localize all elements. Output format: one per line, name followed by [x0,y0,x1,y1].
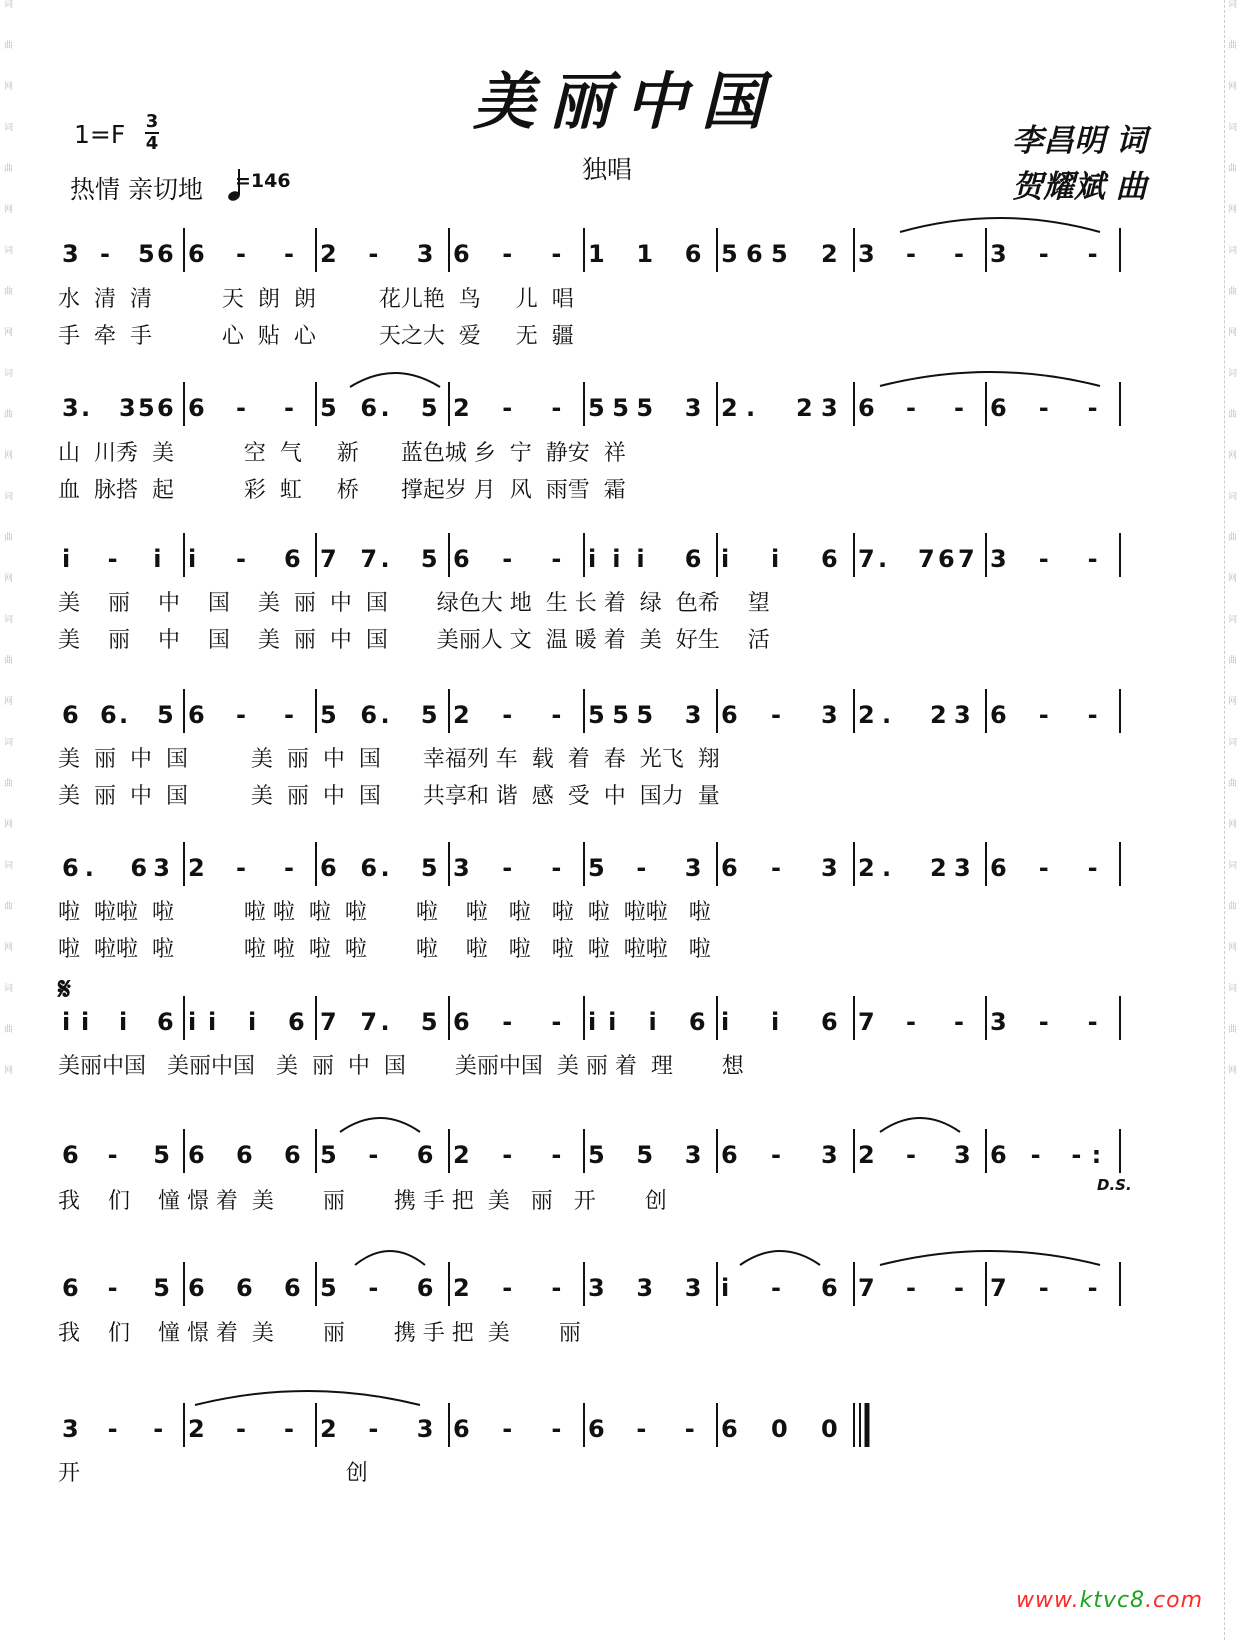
measure: 2 - - [453,701,562,729]
measure: 5 6 5 2 [721,240,838,268]
measure: 5 5 3 [588,1141,702,1169]
side-mark: 网 [1228,451,1238,461]
measure: 6 - 3 [721,854,838,882]
measure: 7 . 7 6 7 [858,545,975,573]
side-mark: 曲 [4,533,14,543]
side-mark: 曲 [4,656,14,666]
side-mark: 网 [4,205,14,215]
measure: 6 6. 5 [62,701,174,729]
side-mark: 曲 [1228,164,1238,174]
side-mark: 曲 [1228,533,1238,543]
side-mark: 网 [4,697,14,707]
measure: i i 6 [721,545,838,573]
measure: 7 - - [990,1274,1098,1302]
measure: 6 - - [188,701,294,729]
watermark-prefix: www. [1016,1588,1080,1613]
side-mark: 词 [1228,984,1238,994]
side-mark: 曲 [1228,1025,1238,1035]
side-mark: 曲 [1228,779,1238,789]
side-mark: 曲 [4,410,14,420]
measure: 6 - 5 [62,1141,170,1169]
measure: 6 - - [588,1415,695,1443]
side-mark: 网 [1228,943,1238,953]
measure: 6 - 5 [62,1274,170,1302]
side-mark: 曲 [1228,410,1238,420]
measure: 5 - 6 [320,1274,434,1302]
slur [900,218,1100,232]
measure: 2 - - [188,854,294,882]
measure: 6 - - [990,854,1098,882]
measure: 6 - 3 [721,701,838,729]
lyric-line: 我 们 憧 憬 着 美 丽 携 手 把 美 丽 开 创 [58,1189,667,1214]
lyric-line: 山 川秀 美 空 气 新 蓝色城 乡 宁 静安 祥 [58,441,626,466]
side-mark: 曲 [4,779,14,789]
measure: 2 - 3 [320,1415,434,1443]
side-mark: 网 [4,820,14,830]
lyric-line: 手 牵 手 心 贴 心 天之大 爱 无 疆 [58,324,574,349]
side-mark: 网 [1228,1066,1238,1076]
side-mark: 词 [1228,615,1238,625]
side-mark: 网 [4,574,14,584]
side-mark: 网 [1228,697,1238,707]
side-mark: 网 [4,1066,14,1076]
watermark-suffix: .com [1145,1588,1204,1613]
side-mark: 词 [4,861,14,871]
side-mark: 词 [4,246,14,256]
measure: 6 - - [188,394,294,422]
measure: 6 - - [453,1415,562,1443]
lyric-line: 美 丽 中 国 美 丽 中 国 共享和 谐 感 受 中 国力 量 [58,784,720,809]
measure: 3 - - [62,1415,164,1443]
measure: 3 - - [453,854,562,882]
performance-type: 独唱 [582,155,633,184]
slur [740,1251,820,1265]
measure: 5 - 3 [588,854,702,882]
measure: 6 6 6 [188,1141,301,1169]
measure: 6 6 . 5 [320,854,438,882]
measure: 6 0 0 [721,1415,838,1443]
measure: 2 . 2 3 [858,701,971,729]
measure: 6 - - [990,701,1098,729]
lyric-line: 开 创 [58,1461,368,1486]
measure: 7 - - [858,1008,964,1036]
side-mark: 词 [1228,369,1238,379]
measure: 5 6 . 5 [320,394,438,422]
measure: i i i 6 [62,1008,174,1036]
lyric-line: 血 脉搭 起 彩 虹 桥 撑起岁 月 风 雨雪 霜 [58,478,626,503]
side-mark: 网 [1228,820,1238,830]
slur [355,1251,425,1265]
slur [350,373,440,387]
measure: 7 7 . 5 [320,1008,438,1036]
measure: 7 7 . 5 [320,545,438,573]
lyric-line: 美 丽 中 国 美 丽 中 国 美丽人 文 温 暖 着 美 好生 活 [58,628,770,653]
side-mark: 曲 [4,41,14,51]
measure: 2 - 3 [320,240,434,268]
lyric-line: 我 们 憧 憬 着 美 丽 携 手 把 美 丽 [58,1321,581,1346]
side-mark: 曲 [1228,41,1238,51]
side-mark: 词 [1228,492,1238,502]
side-mark: 网 [1228,328,1238,338]
measure: 3 - - [990,1008,1098,1036]
side-mark: 网 [1228,205,1238,215]
site-watermark [1016,1588,1203,1613]
lyricist-credit: 李昌明 词 [1012,123,1147,159]
side-mark: 词 [4,123,14,133]
measure: 6 - - : [990,1141,1102,1169]
composer-credit: 贺耀斌 曲 [1012,169,1147,205]
slur [880,1251,1100,1265]
side-mark: 曲 [4,164,14,174]
measure: 2 - 3 [858,1141,971,1169]
side-mark: 曲 [1228,656,1238,666]
tempo-marking: 热情 亲切地 [70,175,203,204]
measure: i i i 6 [188,1008,305,1036]
measure: i i i 6 [588,545,702,573]
watermark-brand: ktvc8 [1079,1588,1146,1613]
side-mark: 词 [1228,0,1238,10]
measure: 6 - - [188,240,294,268]
side-mark: 词 [4,369,14,379]
measure: 6 - - [453,1008,562,1036]
measure: 6 - - [858,394,964,422]
side-mark: 曲 [4,287,14,297]
lyric-line: 美丽中国 美丽中国 美 丽 中 国 美丽中国 美 丽 着 理 想 [58,1054,744,1079]
measure: 6 - - [990,394,1098,422]
side-mark: 曲 [1228,902,1238,912]
slur [340,1118,420,1132]
measure: 7 - - [858,1274,964,1302]
side-mark: 网 [4,451,14,461]
measure: 6 - 3 [721,1141,838,1169]
side-mark: 词 [1228,123,1238,133]
lyric-line: 美 丽 中 国 美 丽 中 国 绿色大 地 生 长 着 绿 色希 望 [58,591,770,616]
measure: 6 - - [453,240,562,268]
segno-sign: 𝄋 [58,972,71,1007]
time-signature-bottom: 4 [145,133,159,154]
side-mark: 词 [4,492,14,502]
side-mark: 网 [1228,82,1238,92]
lyric-line: 水 清 清 天 朗 朗 花儿艳 鸟 儿 唱 [58,287,574,312]
side-mark: 网 [1228,574,1238,584]
measure: 1 1 6 [588,240,702,268]
measure: i - 6 [721,1274,838,1302]
lyric-line: 啦 啦啦 啦 啦 啦 啦 啦 啦 啦 啦 啦 啦 啦啦 啦 [58,900,711,925]
measure: 6 . 6 3 [62,854,170,882]
measure: 5 5 5 3 [588,701,702,729]
measure: 5 5 5 3 [588,394,702,422]
lyric-line: 美 丽 中 国 美 丽 中 国 幸福列 车 载 着 春 光飞 翔 [58,747,720,772]
measure: i - 6 [188,545,301,573]
measure: 5 - 6 [320,1141,434,1169]
measure: 6 6 6 [188,1274,301,1302]
side-mark: 词 [4,984,14,994]
side-mark: 词 [4,0,14,10]
side-mark: 曲 [4,1025,14,1035]
key-signature: 1=F [74,120,126,149]
measure: 2 - - [188,1415,294,1443]
side-mark: 网 [4,328,14,338]
side-mark: 词 [1228,246,1238,256]
measure: 3 - - [990,545,1098,573]
tempo-bpm: =146 [235,170,291,192]
measure: i i i 6 [588,1008,706,1036]
side-mark: 曲 [4,902,14,912]
measure: 6 - - [453,545,562,573]
side-mark: 网 [4,943,14,953]
measure: 3. 356 [62,394,174,422]
measure: 2 - - [453,394,562,422]
side-mark: 词 [1228,738,1238,748]
time-signature-top: 3 [145,111,159,132]
side-mark: 词 [4,615,14,625]
measure: 2 - - [453,1274,562,1302]
measure: 2 - - [453,1141,562,1169]
lyric-line: 啦 啦啦 啦 啦 啦 啦 啦 啦 啦 啦 啦 啦 啦啦 啦 [58,937,711,962]
measure: 3 - - [858,240,964,268]
slur [880,372,1100,386]
slur [880,1118,960,1132]
side-mark: 词 [1228,861,1238,871]
measure: 5 6 . 5 [320,701,438,729]
measure: i - i [62,545,162,573]
measure: 3 - 56 [62,240,174,268]
measure: 2 . 2 3 [721,394,838,422]
measure: 3 3 3 [588,1274,702,1302]
slur [195,1391,420,1405]
measure: i i 6 [721,1008,838,1036]
measure: 2 . 2 3 [858,854,971,882]
side-mark: 词 [4,738,14,748]
side-mark: 曲 [1228,287,1238,297]
ds-marking: D.S. [1097,1176,1132,1194]
song-title: 美丽中国 [472,65,777,138]
measure: 3 - - [990,240,1098,268]
side-mark: 网 [4,82,14,92]
